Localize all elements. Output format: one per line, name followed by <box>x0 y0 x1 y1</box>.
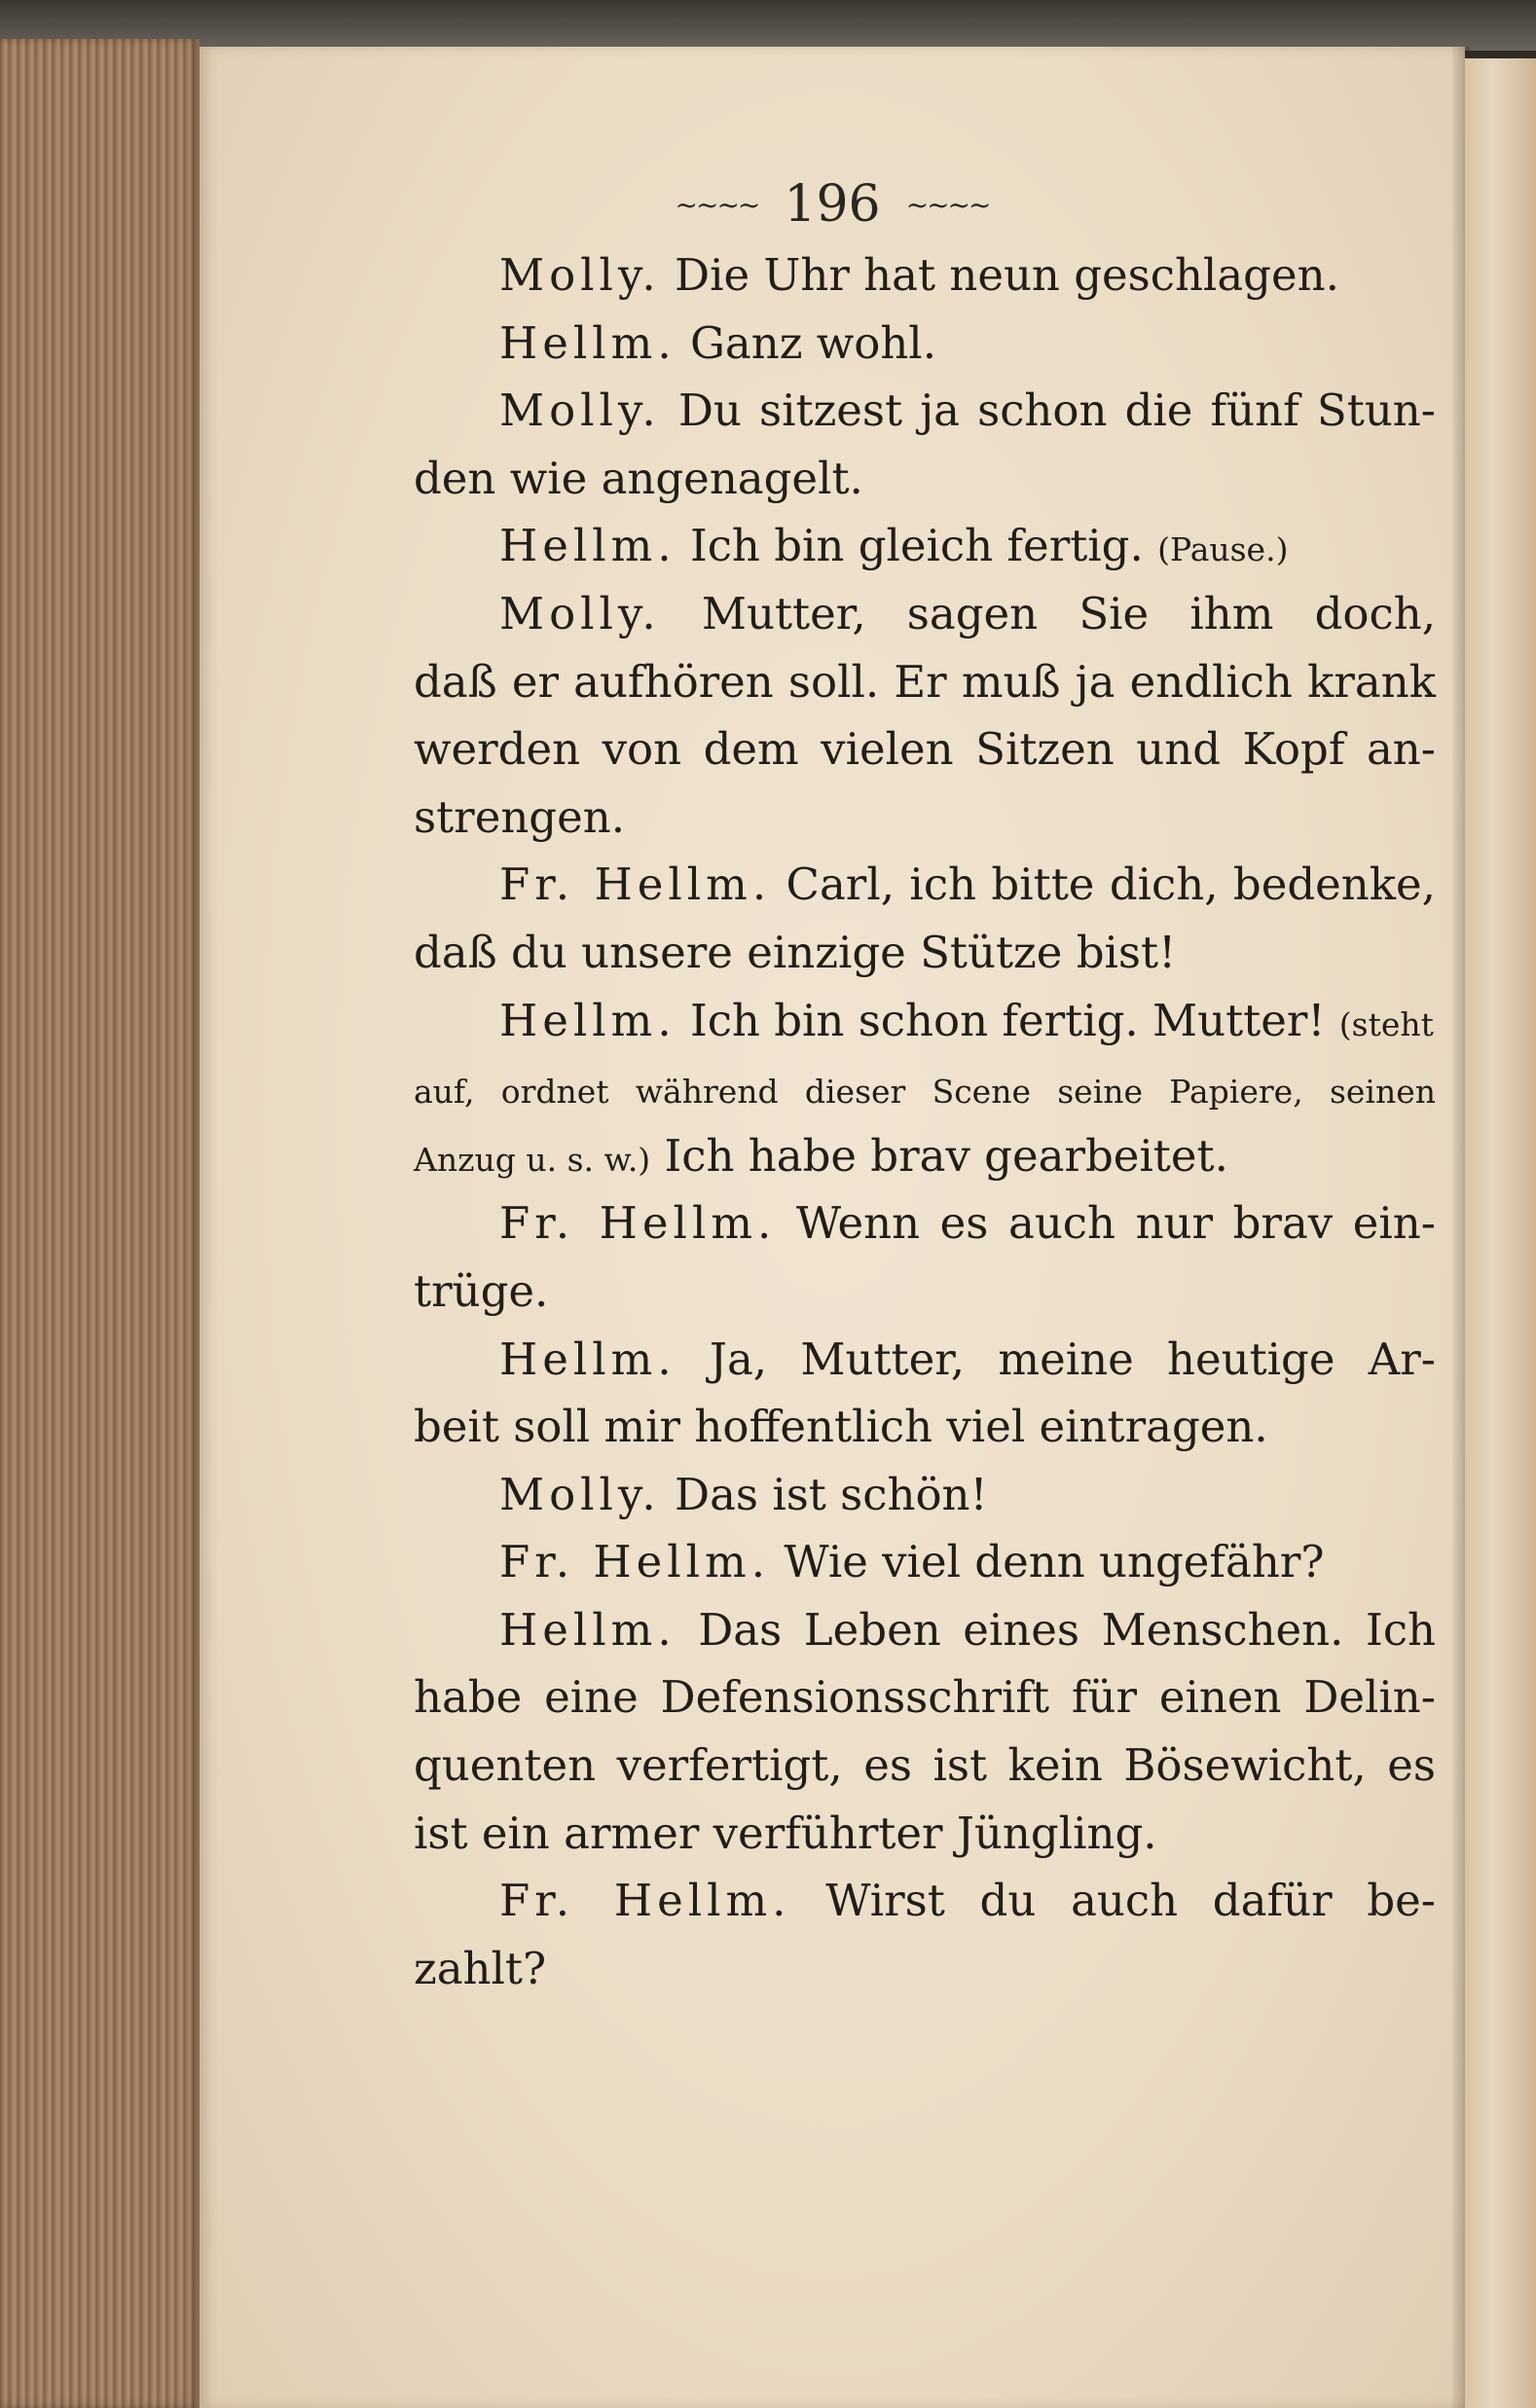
header-ornament-left: ~~~~ <box>675 188 759 221</box>
text-line <box>414 1326 1436 1394</box>
text-line <box>414 1189 1436 1258</box>
speaker-name: Molly. <box>499 1468 661 1520</box>
line-text: Mutter, sagen Sie ihm doch, <box>660 587 1436 639</box>
line-text: Ich habe brav gearbeitet. <box>650 1129 1228 1182</box>
line-text: beit soll mir hoffentlich viel eintragen. <box>414 1401 1268 1453</box>
stage-direction: auf, ordnet während dieser Scene seine Papiere, seinen <box>414 1073 1436 1112</box>
speaker-name: Hellm. <box>499 316 677 369</box>
line-text: strengen. <box>414 790 626 843</box>
page-header <box>200 165 1465 243</box>
text-line <box>414 648 1436 716</box>
line-text: Du sitzest ja schon die fünf Stun- <box>660 384 1436 437</box>
text-line <box>414 1528 1436 1596</box>
line-text: trüge. <box>414 1264 549 1317</box>
speaker-name: Hellm. <box>499 994 677 1046</box>
page-edges <box>0 39 200 2408</box>
text-line <box>414 1800 1436 1868</box>
text-line <box>414 445 1436 513</box>
dialogue-text <box>414 241 1436 2002</box>
stage-direction: Anzug u. s. w.) <box>414 1140 651 1179</box>
text-line <box>414 987 1436 1055</box>
line-text: daß er aufhören soll. Er muß ja endlich krank <box>414 655 1436 708</box>
speaker-name: Fr. Hellm. <box>499 1536 771 1588</box>
text-line <box>414 1663 1436 1732</box>
text-line <box>414 919 1436 987</box>
facing-page-edge <box>1465 58 1536 2408</box>
text-line <box>414 310 1436 378</box>
text-line <box>414 1732 1436 1800</box>
line-text: ist ein armer verführter Jüngling. <box>414 1806 1157 1859</box>
speaker-name: Molly. <box>499 249 661 301</box>
speaker-name: Molly. <box>499 384 661 437</box>
speaker-name: Fr. Hellm. <box>499 1197 777 1250</box>
text-line <box>414 1393 1436 1461</box>
text-line <box>414 851 1436 919</box>
line-text: daß du unsere einzige Stütze bist! <box>414 926 1177 978</box>
speaker-name: Fr. Hellm. <box>499 858 772 911</box>
line-text: den wie angenagelt. <box>414 452 863 504</box>
text-line <box>414 241 1436 310</box>
text-line <box>414 377 1436 445</box>
speaker-name: Hellm. <box>499 1332 677 1385</box>
text-line <box>414 580 1436 648</box>
page-number: 196 <box>784 175 881 234</box>
text-line <box>414 512 1436 580</box>
line-text: Carl, ich bitte dich, bedenke, <box>771 858 1436 911</box>
stage-direction: (steht <box>1338 1004 1434 1043</box>
line-text: Das ist schön! <box>660 1468 988 1520</box>
line-text: Die Uhr hat neun geschlagen. <box>660 249 1339 301</box>
text-line <box>414 1054 1436 1122</box>
speaker-name: Fr. Hellm. <box>499 1875 791 1927</box>
line-text: Wirst du auch dafür be- <box>790 1875 1436 1927</box>
line-text: Wie viel denn ungefähr? <box>770 1536 1325 1588</box>
stage-direction: (Pause.) <box>1157 530 1289 569</box>
speaker-name: Molly. <box>499 587 661 639</box>
line-text: Wenn es auch nur brav ein- <box>776 1197 1436 1250</box>
header-ornament-right: ~~~~ <box>905 188 990 221</box>
text-line <box>414 1596 1436 1664</box>
text-line <box>414 1935 1436 2003</box>
text-line <box>414 715 1436 784</box>
line-text: quenten verfertigt, es ist kein Bösewicht, es <box>414 1739 1436 1792</box>
speaker-name: Hellm. <box>499 1603 677 1656</box>
line-text: Ich bin gleich fertig. <box>676 520 1158 572</box>
text-line <box>414 1258 1436 1326</box>
line-text: Ich bin schon fertig. Mutter! <box>676 994 1339 1046</box>
line-text: Ja, Mutter, meine heutige Ar- <box>676 1332 1436 1385</box>
line-text: habe eine Defensionsschrift für einen Delin- <box>414 1671 1436 1724</box>
line-text: zahlt? <box>414 1942 547 1994</box>
line-text: Das Leben eines Menschen. Ich <box>676 1603 1436 1656</box>
line-text: Ganz wohl. <box>676 316 937 369</box>
speaker-name: Hellm. <box>499 520 677 572</box>
text-line <box>414 1867 1436 1935</box>
text-line <box>414 784 1436 852</box>
text-line <box>414 1461 1436 1529</box>
text-line <box>414 1122 1436 1190</box>
book-spine-top <box>0 0 1536 51</box>
line-text: werden von dem vielen Sitzen und Kopf an- <box>414 723 1436 776</box>
